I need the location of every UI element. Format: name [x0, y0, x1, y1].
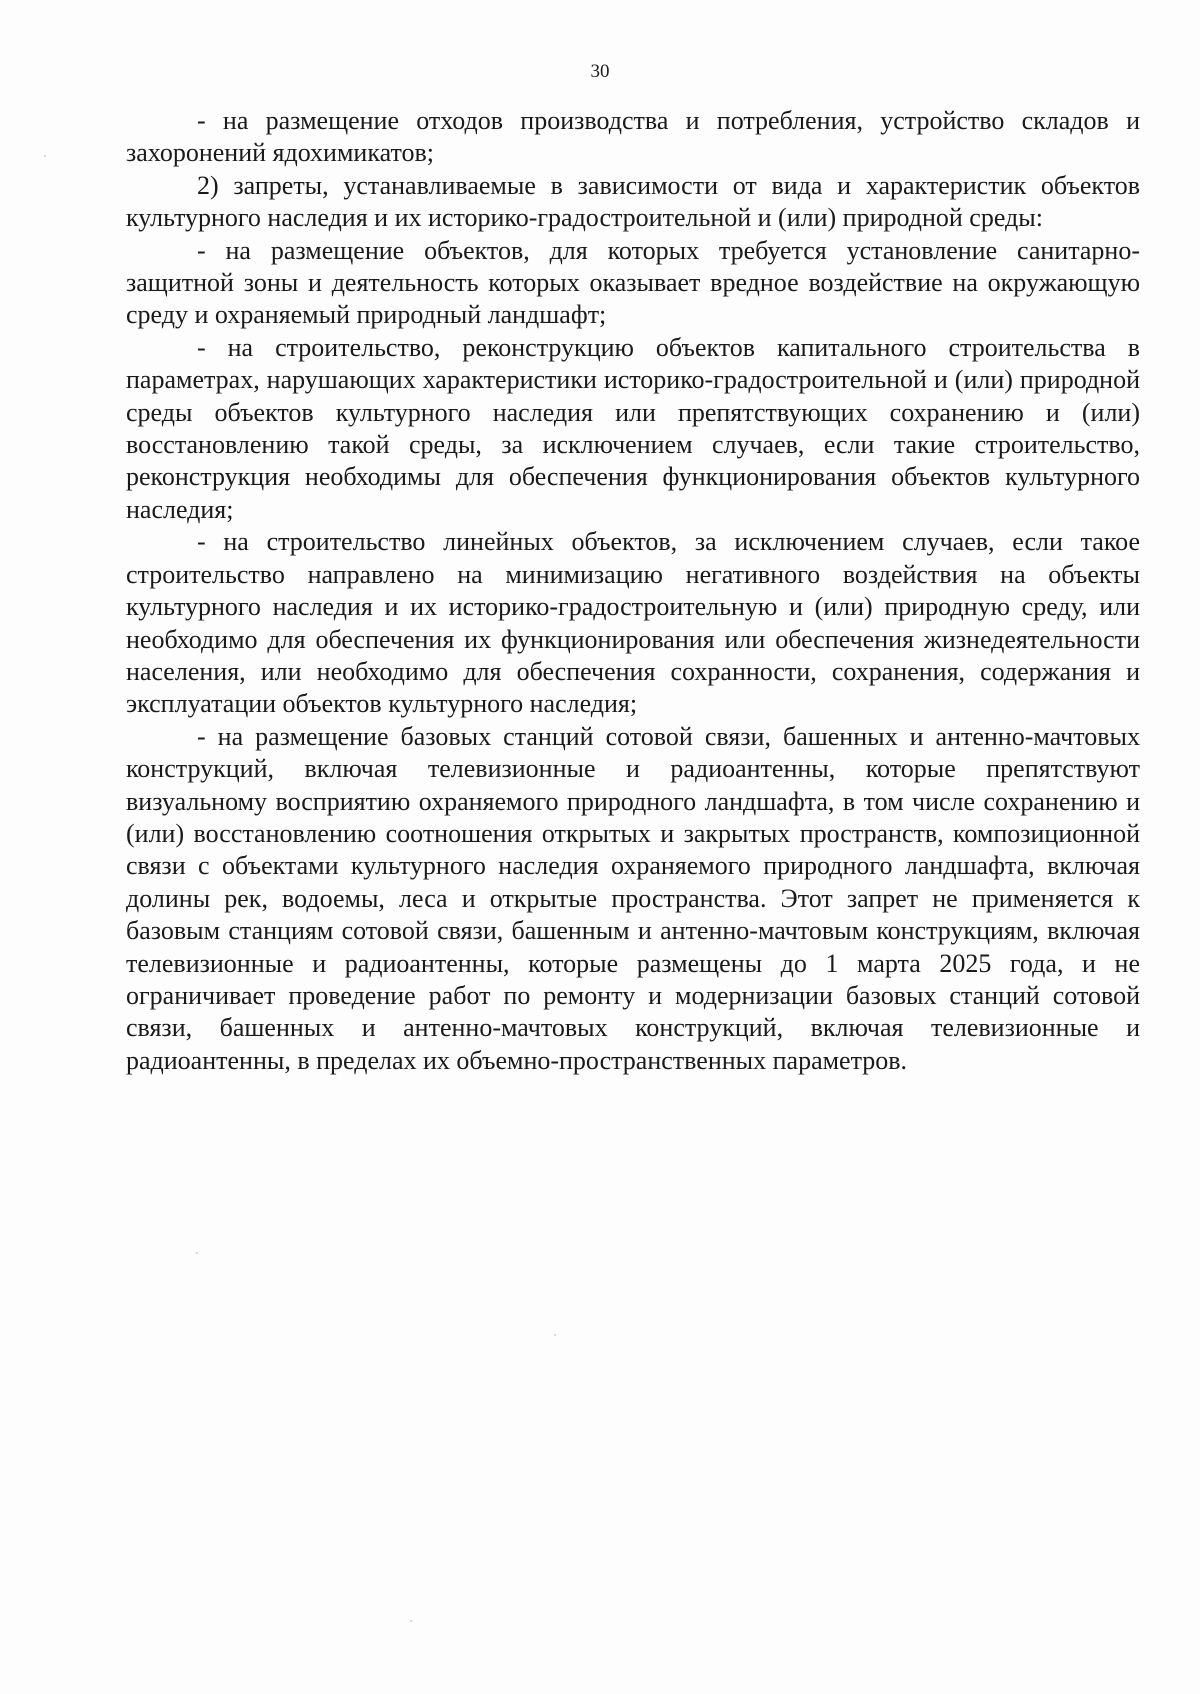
paragraph-waste-disposal: - на размещение отходов производства и потребления, устройство складов и захоронений ядохимикатов; [126, 106, 1140, 168]
paragraph-linear-objects: - на строительство линейных объектов, за исключением случаев, если такое строительство направлено на минимизацию негативного воздействия на объекты культурного наследия и их историко-градостроительную и (или) природную среду, или необходимо для обеспечения их функционирования или обеспечения жизнедеятельности населения, или необходимо для обеспечения сохранности, сохранения, содержания и эксплуатации объектов культурного наследия; [126, 527, 1140, 719]
paragraph-sanitary-zone: - на размещение объектов, для которых требуется установление санитарно-защитной зоны и деятельность которых оказывает вредное воздействие на окружающую среду и охраняемый природный ландшафт; [126, 235, 1140, 330]
scan-speck [196, 1252, 198, 1254]
scan-speck [410, 1620, 412, 1622]
page-number: 30 [590, 61, 610, 82]
paragraph-prohibitions-heading: 2) запреты, устанавливаемые в зависимости от вида и характеристик объектов культурного наследия и их историко-градостроительной и (или) природной среды: [126, 170, 1140, 233]
scan-speck [554, 1334, 556, 1336]
paragraph-capital-construction: - на строительство, реконструкцию объектов капитального строительства в параметрах, нарушающих характеристики историко-градостроительной и (или) природной среды объектов культурного наследия или препятствующих сохранению и (или) восстановлению такой среды, за исключением случаев, если такие строительство, реконструкция необходимы для обеспечения функционирования объектов культурного наследия; [126, 332, 1140, 524]
scan-speck [44, 155, 46, 157]
paragraph-cellular-stations: - на размещение базовых станций сотовой связи, башенных и антенно-мачтовых конструкций, включая телевизионные и радиоантенны, которые препятствуют визуальному восприятию охраняемого природного ландшафта, в том числе сохранению и (или) восстановлению соотношения открытых и закрытых пространств, композиционной связи с объектами культурного наследия охраняемого природного ландшафта, включая долины рек, водоемы, леса и открытые пространства. Этот запрет не применяется к базовым станциям сотовой связи, башенным и антенно-мачтовым конструкциям, включая телевизионные и радиоантенны, которые размещены до 1 марта 2025 года, и не ограничивает проведение работ по ремонту и модернизации базовых станций сотовой связи, башенных и антенно-мачтовых конструкций, включая телевизионные и радиоантенны, в пределах их объемно-пространственных параметров. [126, 721, 1140, 1075]
document-body [126, 105, 1140, 1077]
